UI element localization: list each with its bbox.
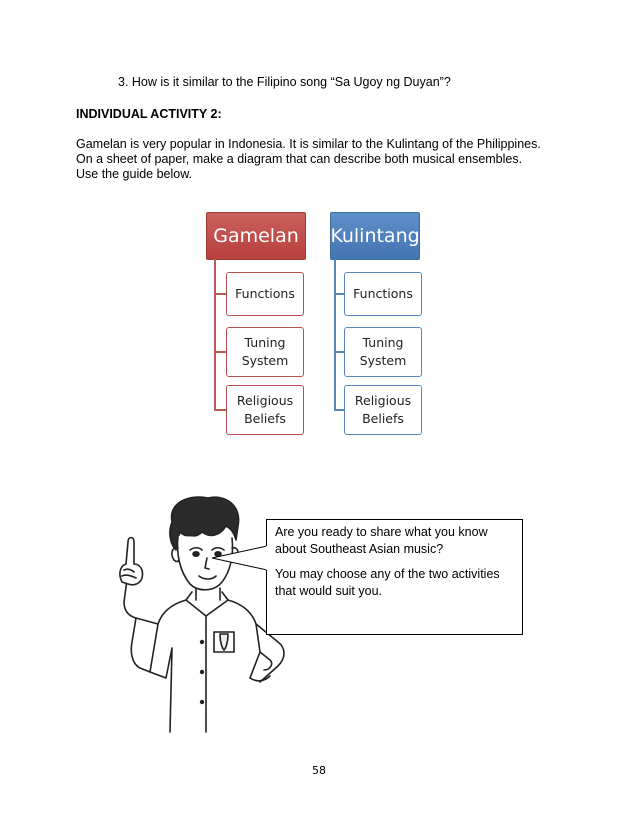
speech-bubble-tail xyxy=(210,540,270,580)
kulintang-tuning-system-box: Tuning System xyxy=(344,327,422,377)
gamelan-connector-branch xyxy=(214,409,226,411)
instructions-paragraph xyxy=(76,137,576,182)
activity-heading: INDIVIDUAL ACTIVITY 2: xyxy=(76,107,222,121)
kulintang-connector-branch xyxy=(334,351,344,353)
paragraph-line: Use the guide below. xyxy=(76,167,193,181)
kulintang-religious-beliefs-box: Religious Beliefs xyxy=(344,385,422,435)
bubble-tail-join xyxy=(266,546,268,570)
gamelan-functions-box: Functions xyxy=(226,272,304,316)
speech-bubble-line-2: You may choose any of the two activities that would suit you. xyxy=(275,567,500,598)
kulintang-connector-vertical xyxy=(334,259,336,410)
paragraph-line: On a sheet of paper, make a diagram that can describe both musical ensembles. xyxy=(76,152,523,166)
gamelan-religious-beliefs-box: Religious Beliefs xyxy=(226,385,304,435)
gamelan-connector-branch xyxy=(214,351,226,353)
question-3: 3. How is it similar to the Filipino song “Sa Ugoy ng Duyan”? xyxy=(118,75,451,89)
paragraph-line: Gamelan is very popular in Indonesia. It is similar to the Kulintang of the Philippines. xyxy=(76,137,541,151)
page-number: 58 xyxy=(312,764,326,777)
kulintang-connector-branch xyxy=(334,409,344,411)
kulintang-functions-box: Functions xyxy=(344,272,422,316)
gamelan-connector-branch xyxy=(214,293,226,295)
gamelan-connector-vertical xyxy=(214,259,216,410)
speech-bubble-line-1: Are you ready to share what you know about Southeast Asian music? xyxy=(275,525,488,556)
speech-bubble xyxy=(266,519,523,635)
kulintang-header: Kulintang xyxy=(330,212,420,260)
kulintang-connector-branch xyxy=(334,293,344,295)
gamelan-header: Gamelan xyxy=(206,212,306,260)
gamelan-tuning-system-box: Tuning System xyxy=(226,327,304,377)
